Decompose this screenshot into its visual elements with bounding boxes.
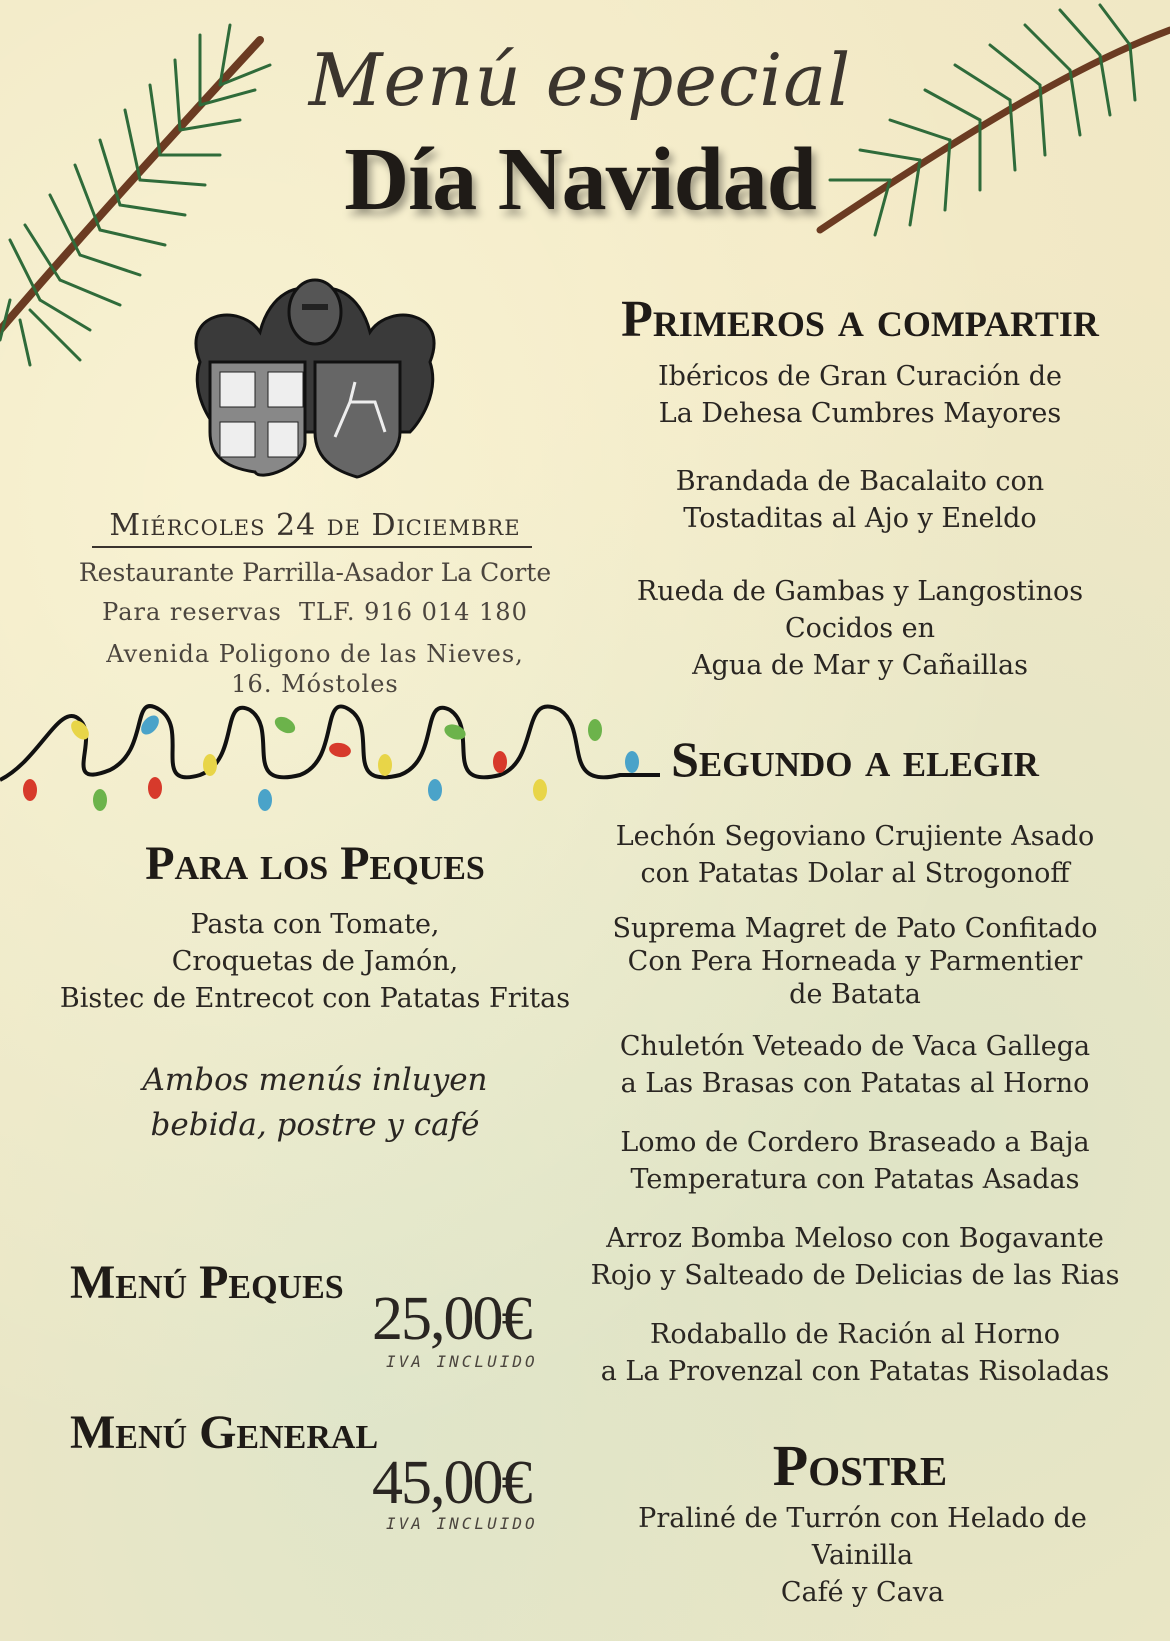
segundo-dish: Rodaballo de Ración al Horno a La Provenzal con Patatas Risoladas	[600, 1319, 1110, 1387]
coat-of-arms-icon	[180, 272, 450, 497]
date-underline	[92, 546, 532, 548]
segundo-heading: Segundo a elegir	[671, 731, 1039, 787]
main-title: Día Navidad	[344, 130, 816, 229]
peques-heading: Para los Peques	[145, 837, 485, 890]
segundo-dish: Lechón Segoviano Crujiente Asado con Patatas Dolar al Strogonoff	[615, 821, 1095, 889]
restaurant-name: Restaurante Parrilla-Asador La Corte	[78, 558, 552, 587]
peques-dishes: Pasta con Tomate, Croquetas de Jamón, Bistec de Entrecot con Patatas Fritas	[59, 909, 571, 1014]
segundo-dish: Chuletón Veteado de Vaca Gallega a Las Brasas con Patatas al Horno	[619, 1031, 1091, 1099]
segundo-dish: Lomo de Cordero Braseado a Baja Temperatura con Patatas Asadas	[620, 1127, 1090, 1195]
segundo-dish: Suprema Magret de Pato Confitado Con Pera Horneada y Parmentier de Batata	[612, 913, 1098, 1010]
menu-general-price: 45,00€	[372, 1449, 531, 1517]
menu-general-label: Menú General	[70, 1406, 379, 1459]
menu-peques-price: 25,00€	[372, 1285, 531, 1353]
script-title: Menú especial	[308, 38, 852, 122]
segundo-dish: Arroz Bomba Meloso con Bogavante Rojo y Salteado de Delicias de las Rias	[590, 1223, 1120, 1291]
address-line2: 16. Móstoles	[231, 670, 399, 698]
address-line1: Avenida Poligono de las Nieves,	[106, 640, 524, 668]
includes-note: Ambos menús inluyen bebida, postre y café	[142, 1062, 488, 1143]
primeros-dish: Ibéricos de Gran Curación de La Dehesa Cumbres Mayores	[658, 361, 1062, 429]
primeros-dish: Rueda de Gambas y Langostinos Cocidos en Agua de Mar y Cañaillas	[636, 576, 1084, 681]
primeros-heading: Primeros a compartir	[621, 291, 1099, 348]
event-date: Miércoles 24 de Diciembre	[109, 508, 521, 543]
reservations-phone: Para reservas TLF. 916 014 180	[102, 598, 528, 626]
postre-heading: Postre	[772, 1433, 948, 1498]
menu-peques-label: Menú Peques	[70, 1256, 344, 1309]
iva-label: IVA INCLUIDO	[386, 1514, 538, 1533]
postre-dishes: Praliné de Turrón con Helado de Vainilla Café y Cava	[638, 1503, 1087, 1608]
christmas-lights-icon	[0, 700, 660, 820]
iva-label: IVA INCLUIDO	[386, 1352, 538, 1371]
primeros-dish: Brandada de Bacalaito con Tostaditas al Ajo y Eneldo	[675, 466, 1045, 534]
